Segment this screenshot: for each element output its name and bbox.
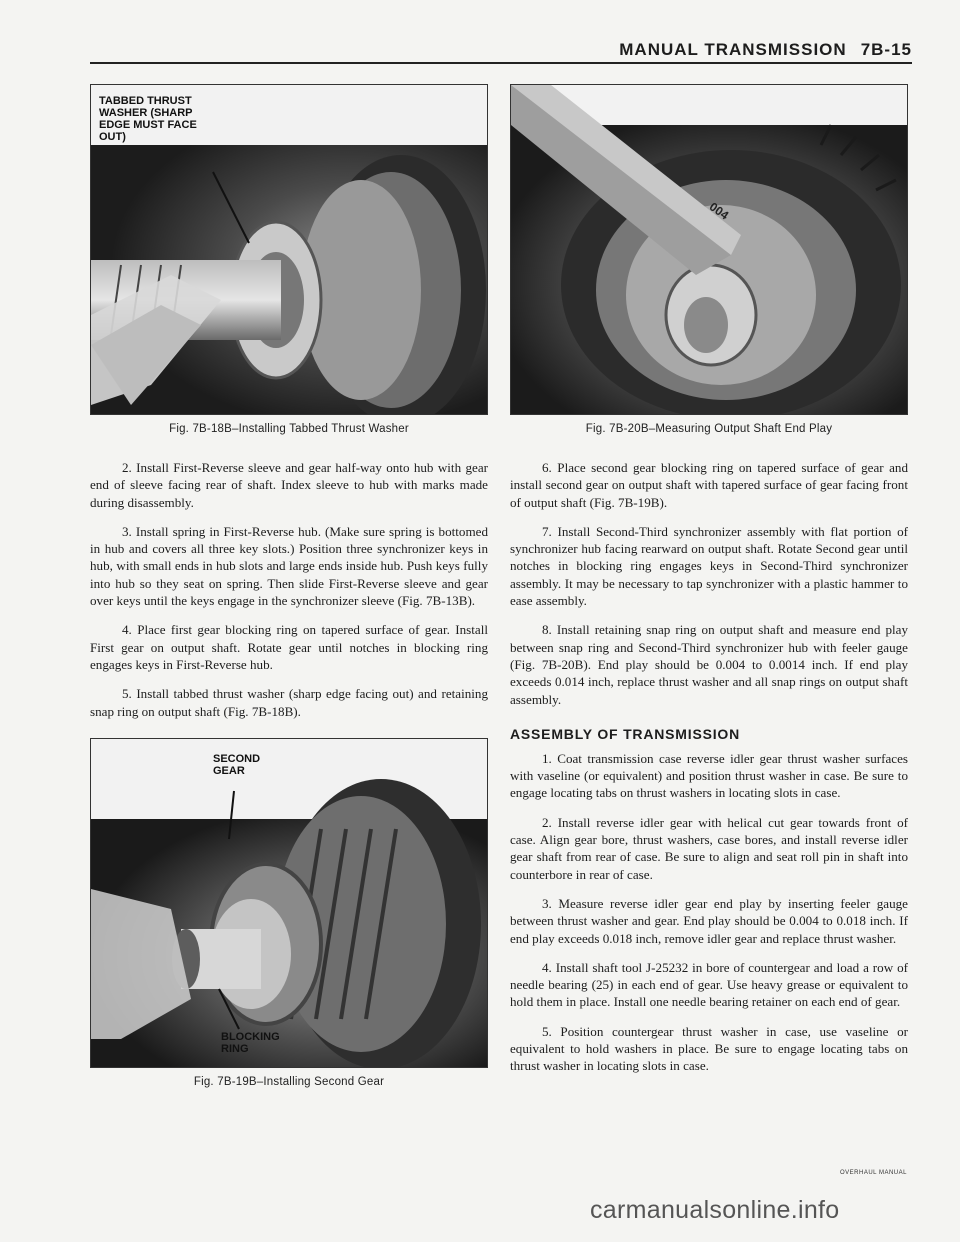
page-number: 7B-15 xyxy=(860,40,912,59)
paragraph: 7. Install Second-Third synchronizer assembly with flat portion of synchronizer hub facing rearward on output shaft. Rotate Second gear until notches in blocking ring engages keys in Second-Third synchronizer assembly. It may be necessary to tap synchronizer with a plastic hammer to ease assembly. xyxy=(510,523,908,609)
caption-fig-18: Fig. 7B-18B–Installing Tabbed Thrust Washer xyxy=(169,423,409,435)
paragraph: 6. Place second gear blocking ring on tapered surface of gear and install second gear on output shaft with tapered surface of gear facing front of output shaft (Fig. 7B-19B). xyxy=(510,460,908,510)
figure-label-second-gear: SECOND GEAR xyxy=(213,752,261,777)
right-column xyxy=(510,84,908,1087)
header-title: MANUAL TRANSMISSION xyxy=(619,40,847,59)
gauge-marking: 004 xyxy=(706,199,732,223)
paragraph: 2. Install reverse idler gear with helical cut gear towards front of case. Align gear bore, thrust washers, case bores, and install reverse idler gear shaft from rear of case. Be sure to align and seat roll pin in shaft into counterbore in rear of case. xyxy=(510,814,908,882)
caption-fig-19: Fig. 7B-19B–Installing Second Gear xyxy=(193,1075,385,1088)
assembly-paragraphs xyxy=(510,750,908,1075)
left-paragraphs xyxy=(90,459,488,720)
section-heading: ASSEMBLY OF TRANSMISSION xyxy=(510,725,741,742)
figure-label-thrust-washer: TABBED THRUST WASHER (SHARP EDGE MUST FACE OUT) xyxy=(99,95,197,143)
right-paragraphs xyxy=(510,459,908,708)
header-rule xyxy=(90,62,912,64)
figure-label-blocking-ring: BLOCKING RING xyxy=(221,1030,280,1055)
caption-fig-20: Fig. 7B-20B–Measuring Output Shaft End Play xyxy=(585,423,833,435)
paragraph: 5. Position countergear thrust washer in case, use vaseline or equivalent to hold washers in place. Be sure to engage locating tabs on thrust washer in locating slots in case. xyxy=(510,1023,908,1074)
paragraph: 1. Coat transmission case reverse idler gear thrust washer surfaces with vaseline (or equivalent) and position thrust washer in case. Be sure to engage locating tabs on thrust washers in locating slots in case. xyxy=(510,750,908,801)
photo-feeler-gauge xyxy=(511,85,907,414)
paragraph: 4. Place first gear blocking ring on tapered surface of gear. Install First gear on output shaft. Rotate gear until notches in blocking ring engages keys in First-Reverse hub. xyxy=(90,622,488,672)
paragraph: 4. Install shaft tool J-25232 in bore of countergear and load a row of needle bearing (25) in each end of gear. Use heavy grease or equivalent to hold them in place. Install one needle bearing retainer on each end of gear. xyxy=(510,959,908,1010)
left-column xyxy=(90,84,488,1088)
figure-measuring-end-play xyxy=(510,84,908,415)
page-header xyxy=(90,40,912,60)
watermark: carmanualsonline.info xyxy=(590,1196,840,1224)
paragraph: 5. Install tabbed thrust washer (sharp edge facing out) and retaining snap ring on output shaft (Fig. 7B-18B). xyxy=(90,686,488,719)
photo-second-gear xyxy=(91,739,487,1067)
figure-second-gear xyxy=(90,738,488,1068)
paragraph: 3. Install spring in First-Reverse hub. (Make sure spring is bottomed in hub and covers all three key slots.) Position three synchronizer keys in hub, with small ends in hub slots and large ends inside hub. Push keys fully into hub so they seat on spring. Then slide First-Reverse sleeve and gear over keys until the keys engage in the synchronizer sleeve (Fig. 7B-13B). xyxy=(90,523,488,609)
paragraph: 3. Measure reverse idler gear end play by inserting feeler gauge between thrust washer and gear. End play should be 0.004 to 0.018 inch. If end play exceeds 0.018 inch, remove idler gear and replace thrust washer. xyxy=(510,895,908,946)
figure-tabbed-thrust-washer xyxy=(90,84,488,415)
footer-mark: OVERHAUL MANUAL xyxy=(840,1170,907,1176)
paragraph: 8. Install retaining snap ring on output shaft and measure end play between snap ring and Second-Third synchronizer hub with feeler gauge (Fig. 7B-20B). End play should be 0.004 to 0.0014 inch. If end play exceeds 0.014 inch, replace thrust washer and all snap rings on output shaft assembly. xyxy=(510,622,908,707)
paragraph: 2. Install First-Reverse sleeve and gear half-way onto hub with gear end of sleeve facing rear of shaft. Index sleeve to hub with marks made during disassembly. xyxy=(90,460,488,510)
